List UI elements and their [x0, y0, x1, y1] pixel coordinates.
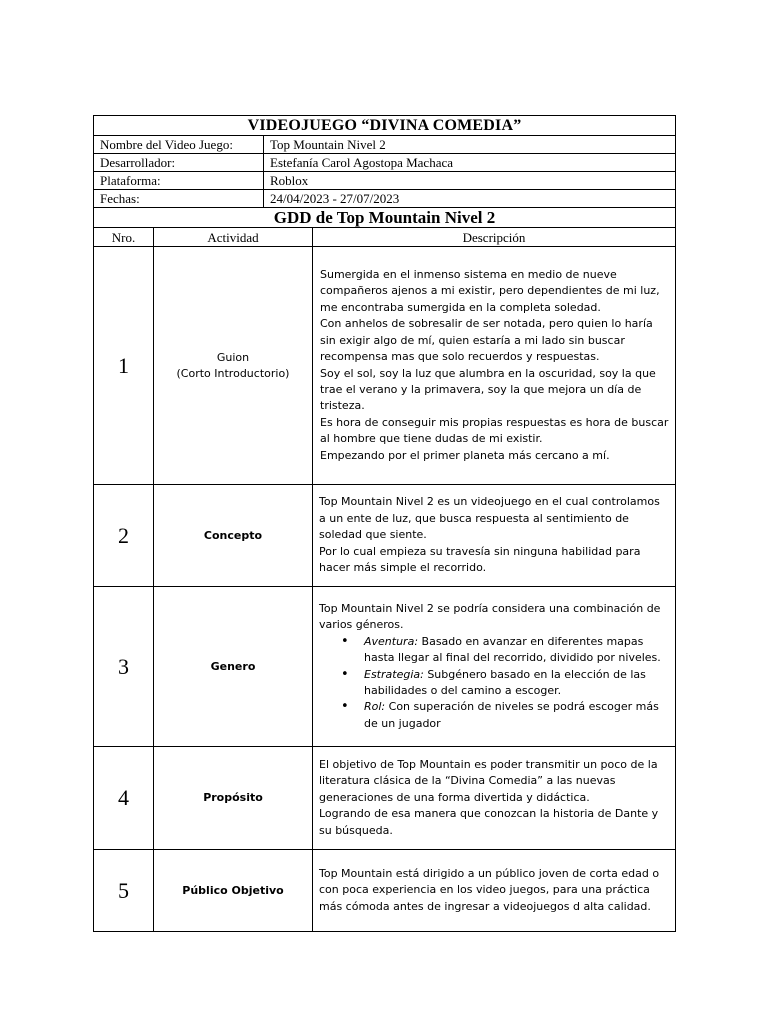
info-label-platform: Plataforma: — [94, 172, 264, 190]
genre-text: Con superación de niveles se podrá escoger más de un jugador — [364, 700, 659, 730]
description-paragraph: Soy el sol, soy la luz que alumbra en la oscuridad, soy la que trae el verano y la primavera, soy la que mejora un día de tristeza. — [320, 366, 656, 413]
document-title: VIDEOJUEGO “DIVINA COMEDIA” — [94, 116, 676, 136]
table-row — [94, 747, 676, 850]
gdd-title: GDD de Top Mountain Nivel 2 — [94, 208, 676, 228]
gdd-table — [93, 207, 676, 932]
info-row — [94, 190, 676, 208]
row-number: 3 — [94, 587, 154, 747]
description-paragraph: Con anhelos de sobresalir de ser notada, pero quien lo haría sin exigir algo de mí, quien estaría a mi lado sin buscar recompensa mas que solo recuerdos y respuestas. — [320, 317, 653, 364]
row-activity: Concepto — [154, 485, 313, 587]
info-value-developer: Estefanía Carol Agostopa Machaca — [264, 154, 676, 172]
row-activity — [154, 247, 313, 485]
activity-line: Guion — [216, 350, 250, 364]
description-paragraph: Logrando de esa manera que conozcan la historia de Dante y su búsqueda. — [319, 807, 659, 837]
description-paragraph: El objetivo de Top Mountain es poder transmitir un poco de la literatura clásica de la “Divina Comedia” a las nuevas generaciones de una forma divertida y didáctica. — [319, 757, 658, 804]
table-row — [94, 850, 676, 932]
description-paragraph: Empezando por el primer planeta más cercano a mí. — [320, 448, 610, 462]
genre-name: Estrategia: — [364, 667, 424, 681]
info-row — [94, 154, 676, 172]
table-row — [94, 485, 676, 587]
column-header-descripcion: Descripción — [313, 228, 676, 247]
list-item — [364, 634, 669, 667]
row-description — [313, 747, 676, 850]
list-item — [364, 699, 669, 732]
row-description — [313, 485, 676, 587]
row-number: 2 — [94, 485, 154, 587]
genre-text: Subgénero basado en la elección de las habilidades o del camino a escoger. — [364, 667, 646, 697]
description-paragraph: Top Mountain Nivel 2 es un videojuego en el cual controlamos a un ente de luz, que busca respuesta al sentimiento de soledad que siente. — [319, 495, 660, 542]
info-value-name: Top Mountain Nivel 2 — [264, 136, 676, 154]
info-label-dates: Fechas: — [94, 190, 264, 208]
row-number: 5 — [94, 850, 154, 932]
activity-line: (Corto Introductorio) — [176, 366, 290, 380]
row-number: 1 — [94, 247, 154, 485]
info-value-dates: 24/04/2023 - 27/07/2023 — [264, 190, 676, 208]
row-description — [313, 247, 676, 485]
table-row — [94, 247, 676, 485]
list-item — [364, 667, 669, 700]
genre-name: Rol: — [364, 700, 386, 714]
description-paragraph: Por lo cual empieza su travesía sin ninguna habilidad para hacer más simple el recorrido. — [319, 544, 641, 575]
column-header-actividad: Actividad — [154, 228, 313, 247]
row-activity: Genero — [154, 587, 313, 747]
column-header-row — [94, 228, 676, 247]
info-label-name: Nombre del Video Juego: — [94, 136, 264, 154]
genre-name: Aventura: — [364, 634, 419, 648]
gdd-document — [93, 115, 675, 932]
info-row — [94, 136, 676, 154]
info-table — [93, 115, 676, 208]
description-paragraph: Sumergida en el inmenso sistema en medio de nueve compañeros ajenos a mi existir, pero dependientes de mi luz, me encontraba sumergida en la completa soledad. — [320, 268, 660, 314]
row-activity: Propósito — [154, 747, 313, 850]
info-value-platform: Roblox — [264, 172, 676, 190]
info-label-developer: Desarrollador: — [94, 154, 264, 172]
column-header-nro: Nro. — [94, 228, 154, 247]
genre-list — [319, 634, 669, 732]
genre-text: Basado en avanzar en diferentes mapas hasta llegar al final del recorrido, dividido por niveles. — [364, 634, 661, 665]
row-activity: Público Objetivo — [154, 850, 313, 932]
row-description — [313, 587, 676, 747]
row-description — [313, 850, 676, 932]
description-paragraph: Top Mountain está dirigido a un público joven de corta edad o con poca experiencia en los video juegos, para una práctica más cómoda antes de ingresar a videojuegos d alta calidad. — [319, 866, 660, 913]
table-row — [94, 587, 676, 747]
description-paragraph: Es hora de conseguir mis propias respuestas es hora de buscar al hombre que tiene dudas de mi existir. — [320, 415, 669, 446]
description-paragraph: Top Mountain Nivel 2 se podría considera una combinación de varios géneros. — [319, 601, 661, 632]
info-row — [94, 172, 676, 190]
row-number: 4 — [94, 747, 154, 850]
